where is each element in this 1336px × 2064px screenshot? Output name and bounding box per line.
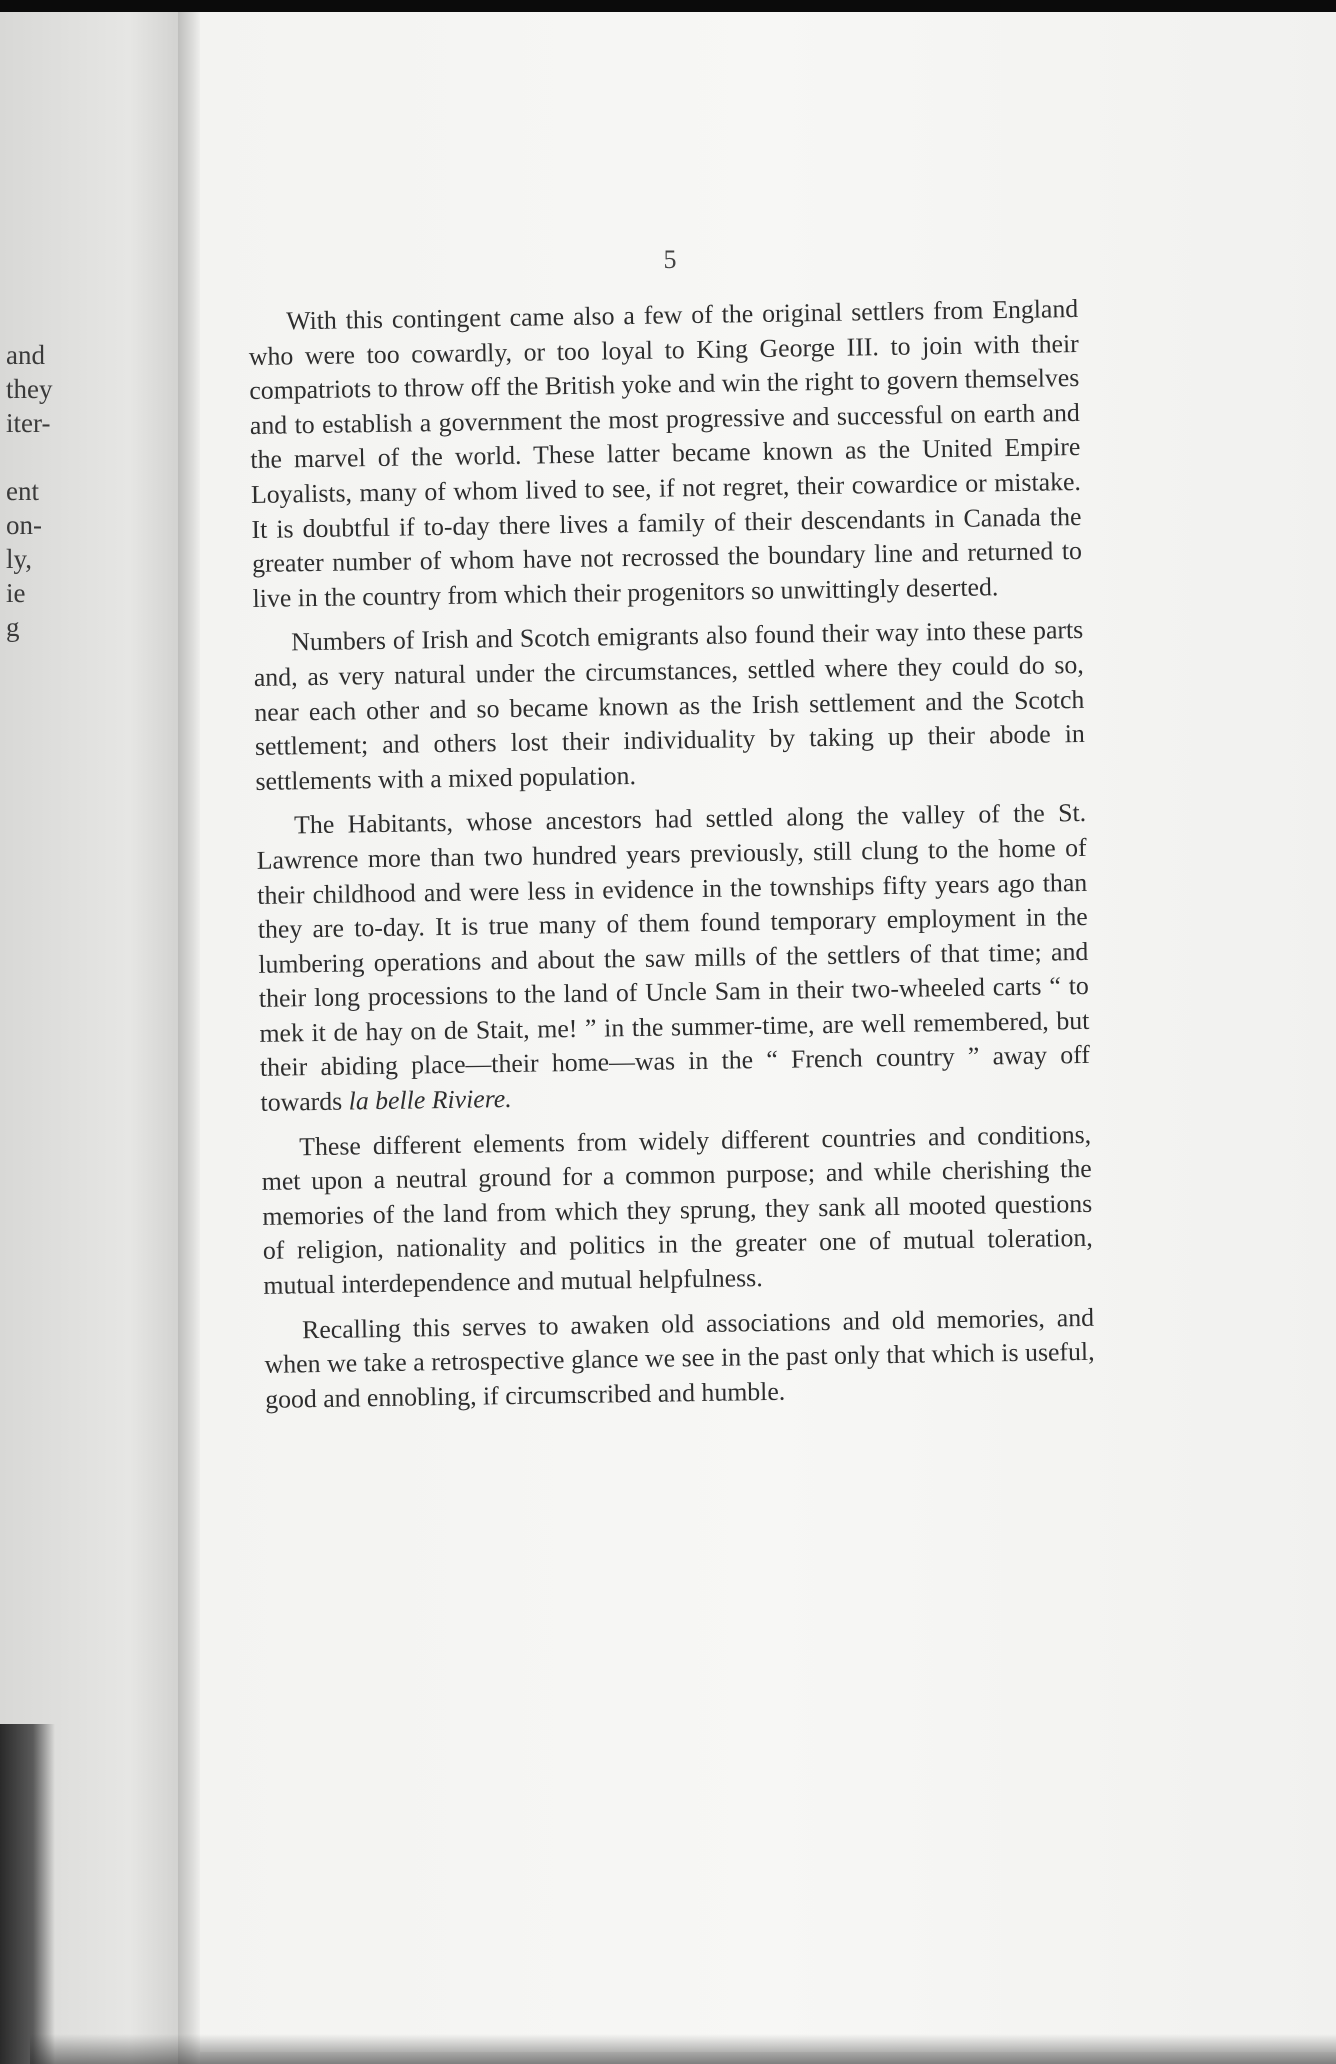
page-bottom-shadow <box>30 2034 1336 2064</box>
fragment-line: and <box>6 340 45 370</box>
paragraph-5: Recalling this serves to awaken old associations and old memories, and when we take a retrospective glance we see in the past only that which is useful, good and ennobling, if circumscribed and humble. <box>264 1302 1095 1414</box>
paragraph-3 <box>256 796 1091 1120</box>
paragraph-2: Numbers of Irish and Scotch emigrants also found their way into these parts and, as very natural under the circumstances, settled where they could do so, near each other and so became known as the Irish settlement and the Scotch settlement; and others lost their individuality by taking up their abode in settlements with a mixed population. <box>253 615 1086 796</box>
fragment-line: iter- <box>6 408 51 438</box>
binding-shadow <box>0 1724 55 2064</box>
paragraph-3-italic-place-name: la belle Riviere. <box>348 1084 512 1116</box>
fragment-line: on- <box>6 510 42 540</box>
paragraph-1: With this contingent came also a few of the original settlers from England who were too cowardly, or too loyal to King George III. to join with their compatriots to throw off the British yoke and win the right to govern themselves and to establish a government the most progressive and successful on earth and the marvel of the world. These latter became known as the United Empire Loyalists, many of whom lived to see, if not regret, their cowardice or mistake. It is doubtful if to-day there lives a family of their descendants in Canada the greater number of whom have not recrossed the boundary line and returned to live in the country from which their progenitors so unwittingly deserted. <box>248 293 1083 613</box>
fragment-line: ie <box>6 578 26 608</box>
book-gutter <box>178 12 200 2064</box>
fragment-line: ly, <box>6 544 32 574</box>
paragraph-3-text: The Habitants, whose ancestors had settled along the valley of the St. Lawrence more than two hundred years previously, still clung to the home of their childhood and were less in evidence in the townships fifty years ago than they are to-day. It is true many of them found temporary employment in the lumbering operations and about the saw mills of the settlers of that time; and their long processions to the land of Uncle Sam in their two-wheeled carts “ to mek it de hay on de Stait, me! ” in the summer-time, are well remembered, but their abiding place—their home—was in the “ French country ” away off towards <box>256 798 1091 1117</box>
facing-page-text-fragments <box>6 338 76 644</box>
fragment-line: they <box>6 374 53 404</box>
body-text <box>248 292 1096 1427</box>
fragment-line: g <box>6 612 20 642</box>
paragraph-4: These different elements from widely different countries and conditions, met upon a neutral ground for a common purpose; and while cherishing the memories of the land from which they sprung, they sank all mooted questions of religion, nationality and politics in the greater one of mutual toleration, mutual interdependence and mutual helpfulness. <box>261 1119 1093 1300</box>
page-number: 5 <box>663 245 677 274</box>
fragment-line <box>6 440 76 474</box>
fragment-line: ent <box>6 476 39 506</box>
scan-top-edge <box>0 0 1336 12</box>
